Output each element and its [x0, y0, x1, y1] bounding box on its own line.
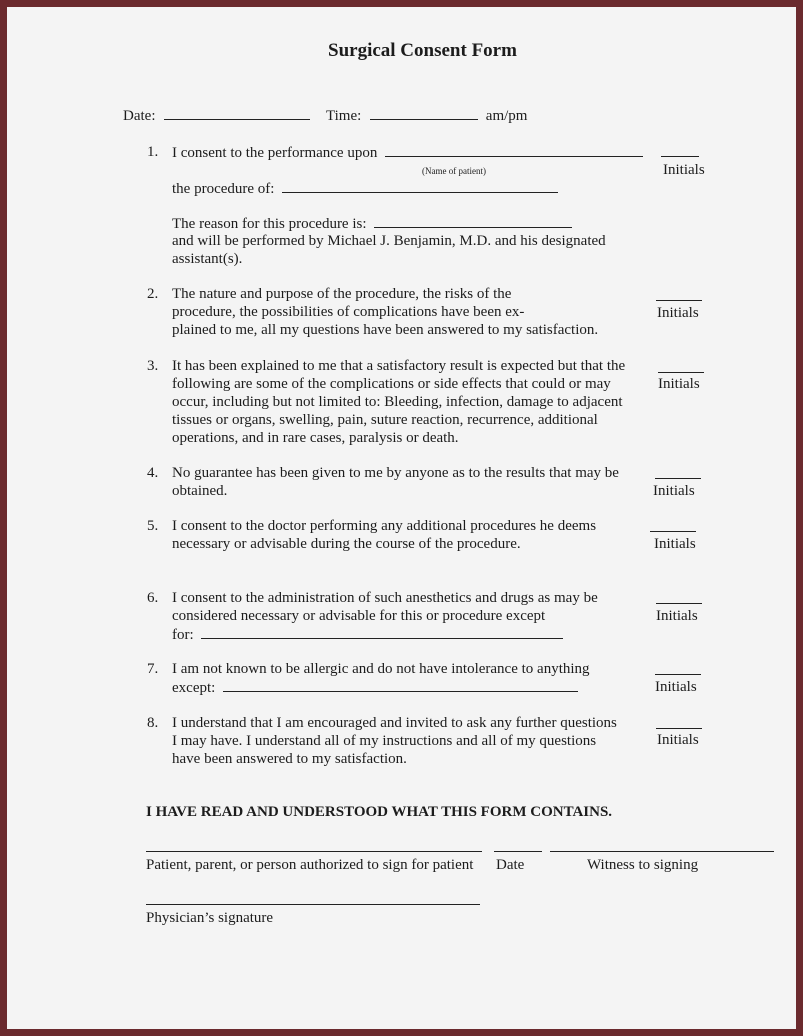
initials-label: Initials — [655, 679, 697, 695]
initials-line[interactable] — [655, 674, 701, 675]
item-5-line: I consent to the doctor performing any additional procedures he deems — [172, 518, 597, 534]
initials-label: Initials — [658, 376, 700, 392]
item-1-line-3: and will be performed by Michael J. Benjamin, M.D. and his designated — [172, 233, 606, 249]
initials-line[interactable] — [655, 478, 701, 479]
patient-name-blank[interactable] — [385, 143, 643, 157]
initials-line[interactable] — [656, 603, 702, 604]
item-1-line-2 — [172, 179, 558, 198]
physician-signature-label: Physician’s signature — [146, 910, 274, 926]
date-signature-label: Date — [496, 857, 525, 873]
item-number: 1. — [147, 144, 159, 160]
item-7-except-row — [172, 678, 578, 697]
item-3-line: It has been explained to me that a satisfactory result is expected but that the — [172, 358, 626, 374]
item-3-line: occur, including but not limited to: Bleeding, infection, damage to adjacent — [172, 394, 623, 410]
item-4-line: No guarantee has been given to me by anyone as to the results that may be — [172, 465, 619, 481]
item-text: The reason for this procedure is: — [172, 216, 367, 232]
item-text: I consent to the performance upon — [172, 145, 378, 161]
date-label: Date: — [123, 108, 156, 124]
name-of-patient-note: (Name of patient) — [422, 166, 486, 176]
initials-label: Initials — [657, 732, 699, 748]
date-time-row — [123, 106, 527, 125]
time-blank[interactable] — [370, 106, 478, 120]
item-1-reason — [172, 214, 572, 233]
item-1-line-1 — [172, 143, 643, 162]
item-2-line: The nature and purpose of the procedure, the risks of the — [172, 286, 512, 302]
item-3-line: following are some of the complications or side effects that could or may — [172, 376, 611, 392]
item-number: 5. — [147, 518, 159, 534]
procedure-blank[interactable] — [282, 179, 558, 193]
for-label: for: — [172, 627, 194, 643]
allergy-blank[interactable] — [223, 678, 578, 692]
item-8-line: I may have. I understand all of my instructions and all of my questions — [172, 733, 597, 749]
physician-signature-line[interactable] — [146, 904, 480, 905]
reason-blank[interactable] — [374, 214, 572, 228]
item-8-line: I understand that I am encouraged and invited to ask any further questions — [172, 715, 617, 731]
item-3-line: tissues or organs, swelling, pain, suture reaction, recurrence, additional — [172, 412, 598, 428]
item-4-line: obtained. — [172, 483, 228, 499]
initials-label: Initials — [653, 483, 695, 499]
item-text: the procedure of: — [172, 181, 275, 197]
witness-signature-label: Witness to signing — [587, 857, 699, 873]
item-number: 6. — [147, 590, 159, 606]
item-2-line: plained to me, all my questions have been answered to my satisfaction. — [172, 322, 599, 338]
item-1-line-4: assistant(s). — [172, 251, 243, 267]
item-number: 4. — [147, 465, 159, 481]
initials-line[interactable] — [650, 531, 696, 532]
initials-line[interactable] — [656, 728, 702, 729]
item-number: 3. — [147, 358, 159, 374]
item-7-line: I am not known to be allergic and do not have intolerance to anything — [172, 661, 590, 677]
initials-label: Initials — [654, 536, 696, 552]
witness-signature-line[interactable] — [550, 851, 774, 852]
except-for-blank[interactable] — [201, 625, 563, 639]
initials-line[interactable] — [656, 300, 702, 301]
item-5-line: necessary or advisable during the course of the procedure. — [172, 536, 521, 552]
initials-line[interactable] — [658, 372, 704, 373]
date-blank[interactable] — [164, 106, 310, 120]
item-number: 2. — [147, 286, 159, 302]
initials-label: Initials — [656, 608, 698, 624]
date-signature-line[interactable] — [494, 851, 542, 852]
initials-line[interactable] — [661, 156, 699, 157]
item-8-line: have been answered to my satisfaction. — [172, 751, 407, 767]
item-6-for-row — [172, 625, 563, 644]
initials-label: Initials — [663, 162, 705, 178]
initials-label: Initials — [657, 305, 699, 321]
patient-signature-line[interactable] — [146, 851, 482, 852]
acknowledgement-statement: I HAVE READ AND UNDERSTOOD WHAT THIS FORM CONTAINS. — [146, 804, 613, 820]
time-label: Time: — [325, 108, 362, 124]
consent-form-page — [7, 7, 796, 1029]
except-label: except: — [172, 680, 216, 696]
form-title: Surgical Consent Form — [328, 40, 517, 61]
ampm-label: am/pm — [485, 108, 528, 124]
item-number: 7. — [147, 661, 159, 677]
item-6-line: considered necessary or advisable for this or procedure except — [172, 608, 546, 624]
item-3-line: operations, and in rare cases, paralysis or death. — [172, 430, 459, 446]
patient-signature-label: Patient, parent, or person authorized to sign for patient — [146, 857, 474, 873]
item-6-line: I consent to the administration of such anesthetics and drugs as may be — [172, 590, 598, 606]
item-2-line: procedure, the possibilities of complications have been ex- — [172, 304, 525, 320]
item-number: 8. — [147, 715, 159, 731]
